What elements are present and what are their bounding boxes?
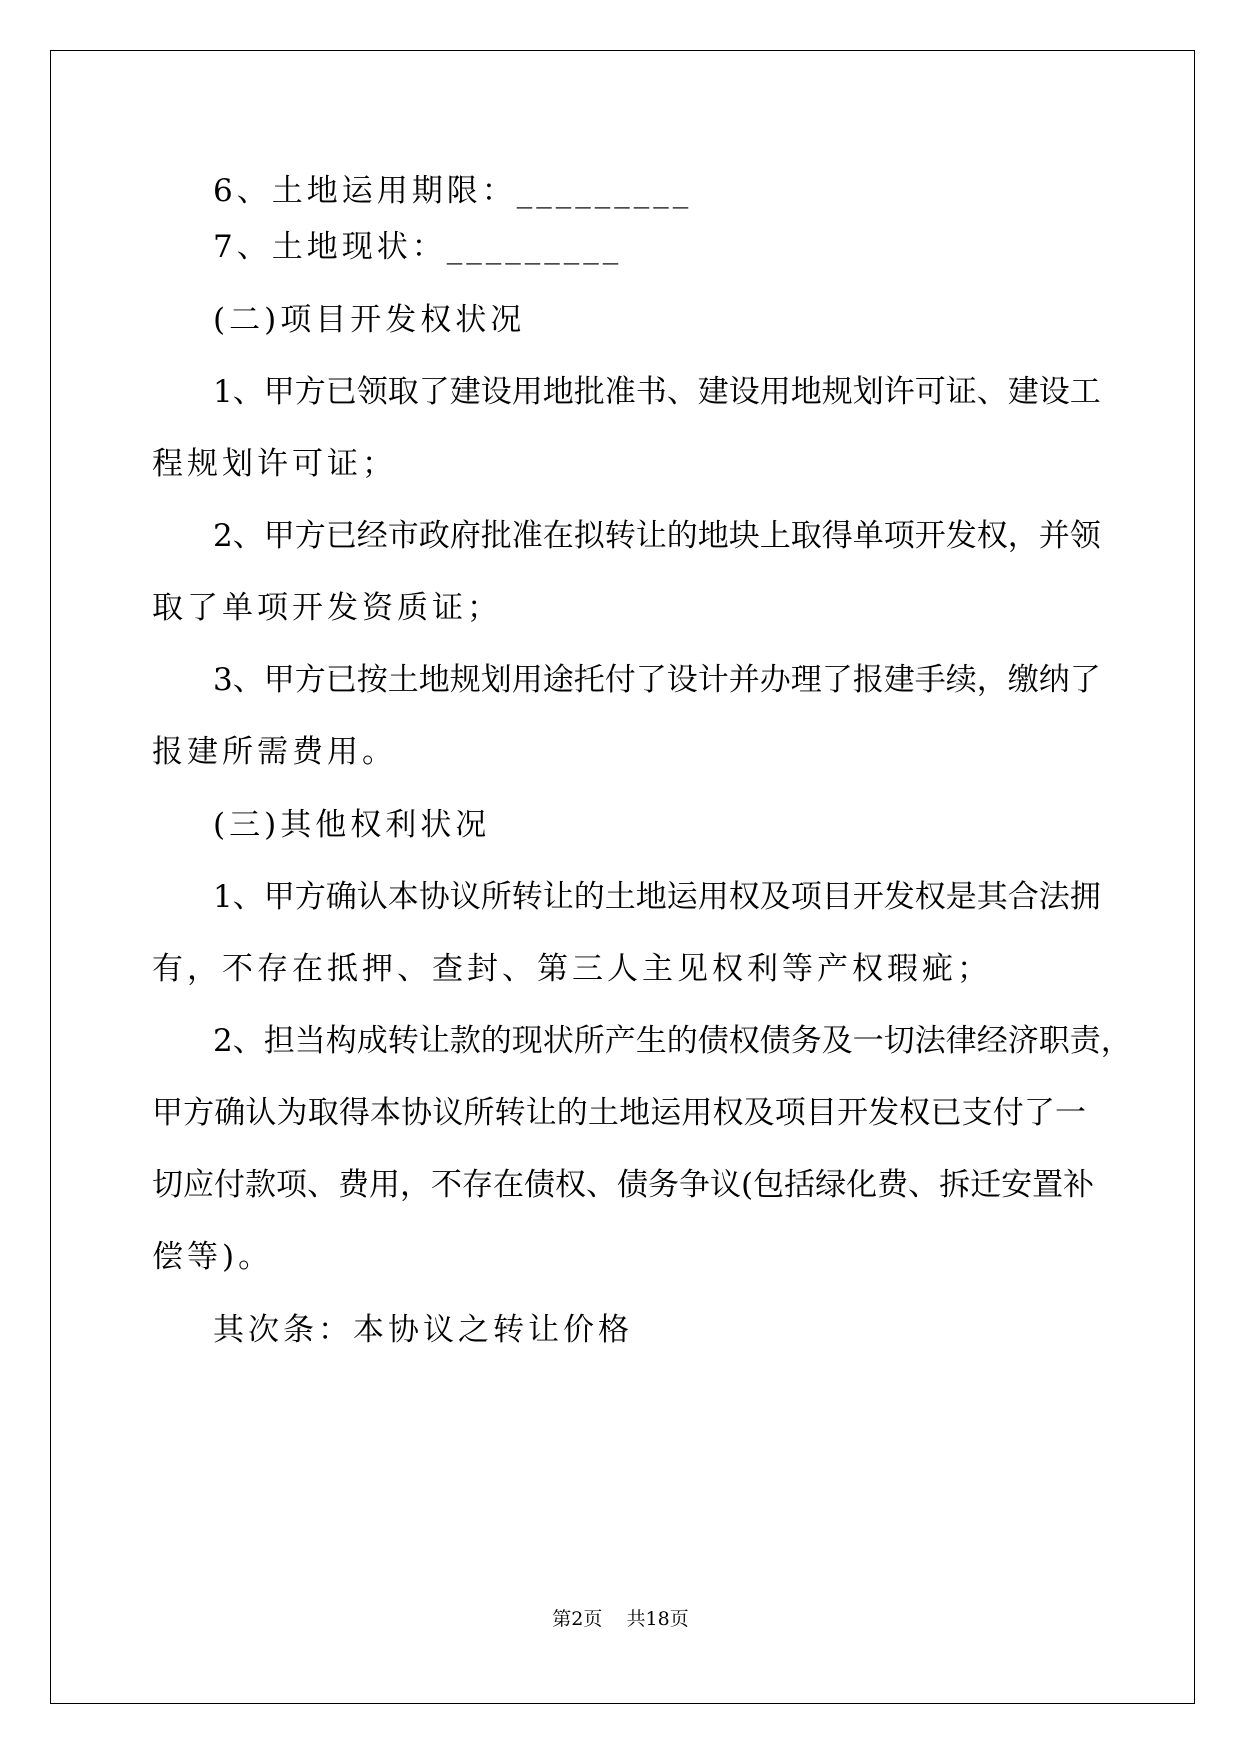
paragraph-line: 有，不存在抵押、查封、第三人主见权利等产权瑕疵；: [152, 951, 992, 987]
paragraph-line: 2、甲方已经市政府批准在拟转让的地块上取得单项开发权，并领: [213, 518, 1101, 554]
section-heading-development-rights: (二)项目开发权状况: [213, 302, 526, 338]
clause-land-use-term: 6、土地运用期限：_________: [213, 173, 693, 209]
paragraph-line: 切应付款项、费用，不存在债权、债务争议(包括绿化费、拆迁安置补: [152, 1167, 1095, 1203]
article-heading-transfer-price: 其次条：本协议之转让价格: [213, 1312, 633, 1348]
paragraph-line: 偿等)。: [152, 1239, 274, 1275]
clause-land-status: 7、土地现状：_________: [213, 229, 623, 265]
paragraph-line: 取了单项开发资质证；: [152, 590, 502, 626]
section-heading-other-rights: (三)其他权利状况: [213, 807, 491, 843]
paragraph-line: 2、担当构成转让款的现状所产生的债权债务及一切法律经济职责，: [213, 1023, 1132, 1059]
paragraph-line: 甲方确认为取得本协议所转让的土地运用权及项目开发权已支付了一: [152, 1095, 1086, 1131]
paragraph-line: 1、甲方已领取了建设用地批准书、建设用地规划许可证、建设工: [213, 374, 1101, 410]
paragraph-line: 报建所需费用。: [152, 734, 397, 770]
paragraph-line: 3、甲方已按土地规划用途托付了设计并办理了报建手续，缴纳了: [213, 662, 1101, 698]
page-number-footer: 第2页 共18页: [552, 1608, 689, 1630]
paragraph-line: 程规划许可证；: [152, 446, 397, 482]
paragraph-line: 1、甲方确认本协议所转让的土地运用权及项目开发权是其合法拥: [213, 879, 1101, 915]
